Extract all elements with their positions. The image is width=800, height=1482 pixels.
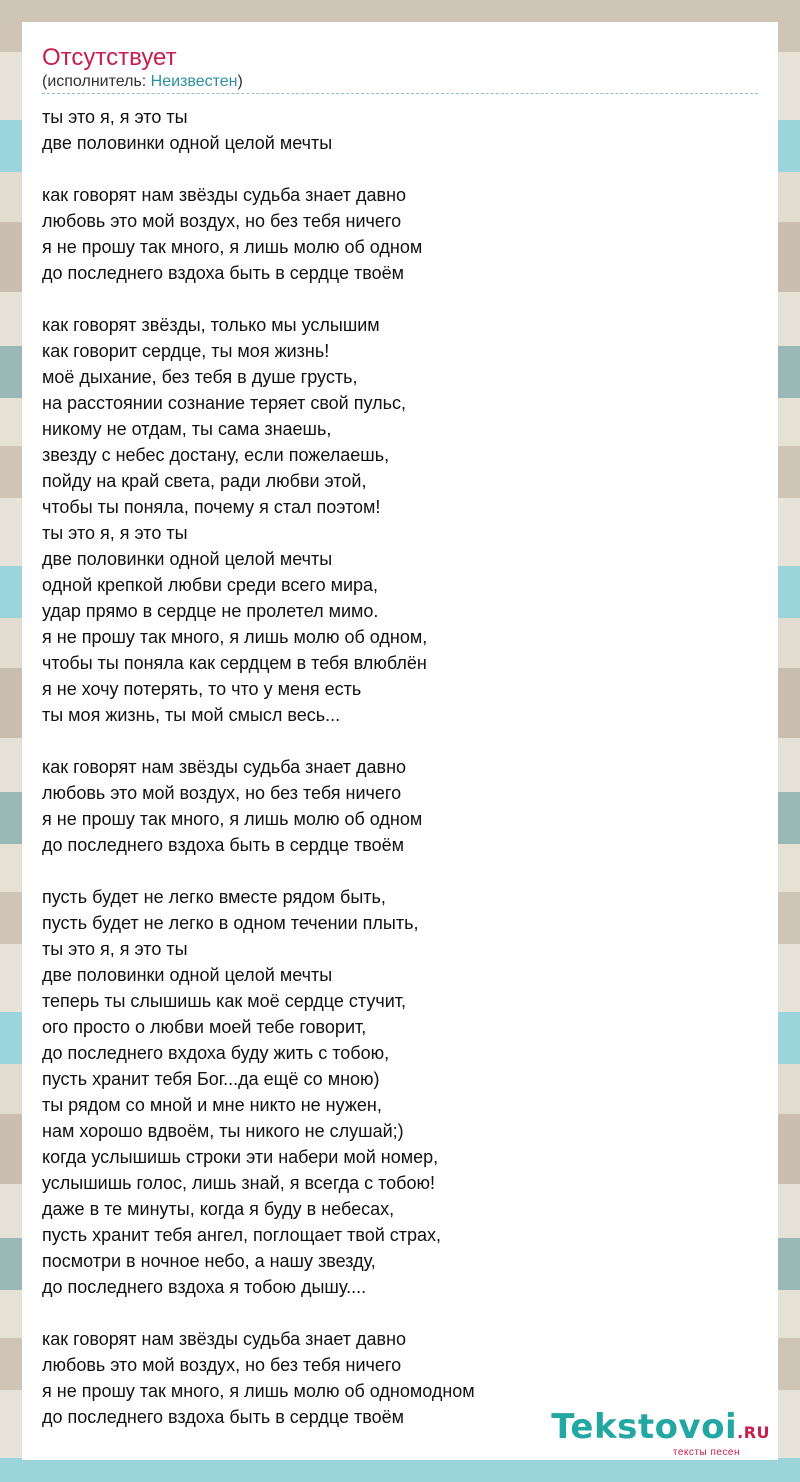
lyrics-text bbox=[42, 104, 475, 1430]
artist-link[interactable]: Неизвестен bbox=[150, 73, 238, 90]
artist-line bbox=[42, 71, 243, 93]
lyrics-card bbox=[22, 22, 778, 1460]
lyric-line: как говорят звёзды, только мы услышим bbox=[42, 315, 380, 335]
lyric-line: любовь это мой воздух, но без тебя ничего bbox=[42, 783, 402, 803]
lyric-line: как говорят нам звёзды судьба знает давно bbox=[42, 1329, 407, 1349]
lyric-line bbox=[42, 858, 475, 884]
lyric-line: ты это я, я это ты bbox=[42, 939, 188, 959]
lyric-line: ого просто о любви моей тебе говорит, bbox=[42, 1017, 367, 1037]
lyric-line: пусть будет не легко вместе рядом быть, bbox=[42, 887, 386, 907]
lyric-line: на расстоянии сознание теряет свой пульс, bbox=[42, 393, 406, 413]
lyric-line: ты это я, я это ты bbox=[42, 523, 188, 543]
lyric-line: как говорят нам звёзды судьба знает давно bbox=[42, 185, 407, 205]
lyric-line: пусть будет не легко в одном течении плыть, bbox=[42, 913, 419, 933]
lyric-line: две половинки одной целой мечты bbox=[42, 549, 333, 569]
logo-wordmark bbox=[550, 1409, 770, 1451]
lyric-line bbox=[42, 728, 475, 754]
logo-suffix: .RU bbox=[737, 1423, 770, 1442]
lyric-line: пойду на край света, ради любви этой, bbox=[42, 471, 367, 491]
artist-prefix: (исполнитель: bbox=[42, 73, 151, 90]
lyric-line: до последнего вхдоха буду жить с тобою, bbox=[42, 1043, 390, 1063]
lyric-line: чтобы ты поняла как сердцем в тебя влюблён bbox=[42, 653, 427, 673]
lyric-line: пусть хранит тебя ангел, поглощает твой страх, bbox=[42, 1225, 442, 1245]
lyric-line: звезду с небес достану, если пожелаешь, bbox=[42, 445, 390, 465]
lyric-line: услышишь голос, лишь знай, я всегда с тобою! bbox=[42, 1173, 435, 1193]
site-logo[interactable] bbox=[550, 1409, 770, 1458]
lyric-line bbox=[42, 1300, 475, 1326]
title-divider bbox=[42, 93, 758, 94]
lyric-line bbox=[42, 286, 475, 312]
logo-name: Tekstovoi bbox=[551, 1407, 738, 1447]
lyric-line: пусть хранит тебя Бог...да ещё со мною) bbox=[42, 1069, 380, 1089]
lyric-line: когда услышишь строки эти набери мой номер, bbox=[42, 1147, 439, 1167]
lyric-line: ты моя жизнь, ты мой смысл весь... bbox=[42, 705, 341, 725]
lyric-line: я не прошу так много, я лишь молю об одномодном bbox=[42, 1381, 475, 1401]
lyric-line: до последнего вздоха быть в сердце твоём bbox=[42, 1407, 405, 1427]
lyric-line: одной крепкой любви среди всего мира, bbox=[42, 575, 379, 595]
lyric-line: посмотри в ночное небо, а нашу звезду, bbox=[42, 1251, 376, 1271]
lyric-line: чтобы ты поняла, почему я стал поэтом! bbox=[42, 497, 381, 517]
lyric-line: никому не отдам, ты сама знаешь, bbox=[42, 419, 332, 439]
artist-suffix: ) bbox=[237, 73, 243, 90]
lyric-line: нам хорошо вдвоём, ты никого не слушай;) bbox=[42, 1121, 404, 1141]
lyric-line: до последнего вздоха быть в сердце твоём bbox=[42, 263, 405, 283]
lyric-line: теперь ты слышишь как моё сердце стучит, bbox=[42, 991, 407, 1011]
lyric-line bbox=[42, 156, 475, 182]
lyric-line: я не хочу потерять, то что у меня есть bbox=[42, 679, 362, 699]
lyric-line: я не прошу так много, я лишь молю об одном bbox=[42, 237, 423, 257]
lyric-line: даже в те минуты, когда я буду в небесах, bbox=[42, 1199, 395, 1219]
lyric-line: ты рядом со мной и мне никто не нужен, bbox=[42, 1095, 382, 1115]
lyric-line: до последнего вздоха быть в сердце твоём bbox=[42, 835, 405, 855]
lyric-line: как говорят нам звёзды судьба знает давно bbox=[42, 757, 407, 777]
logo-tagline: тексты песен bbox=[672, 1447, 740, 1458]
lyric-line: я не прошу так много, я лишь молю об одном bbox=[42, 809, 423, 829]
lyric-line: любовь это мой воздух, но без тебя ничего bbox=[42, 1355, 402, 1375]
lyric-line: до последнего вздоха я тобою дышу.... bbox=[42, 1277, 367, 1297]
song-title: Отсутствует bbox=[42, 44, 177, 71]
lyric-line: моё дыхание, без тебя в душе грусть, bbox=[42, 367, 358, 387]
lyric-line: две половинки одной целой мечты bbox=[42, 133, 333, 153]
lyric-line: я не прошу так много, я лишь молю об одном, bbox=[42, 627, 428, 647]
lyric-line: ты это я, я это ты bbox=[42, 107, 188, 127]
lyric-line: удар прямо в сердце не пролетел мимо. bbox=[42, 601, 379, 621]
lyric-line: две половинки одной целой мечты bbox=[42, 965, 333, 985]
lyric-line: как говорит сердце, ты моя жизнь! bbox=[42, 341, 330, 361]
lyric-line: любовь это мой воздух, но без тебя ничего bbox=[42, 211, 402, 231]
